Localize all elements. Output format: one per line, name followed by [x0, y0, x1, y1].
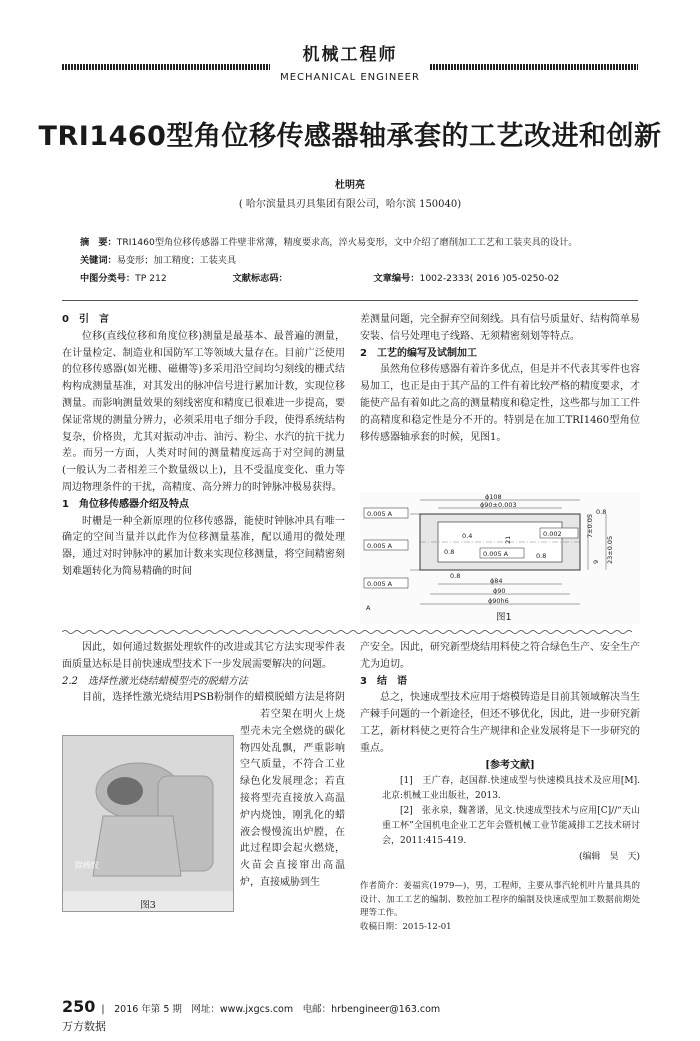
keywords-label: 关键词： [80, 255, 117, 266]
classification-line [80, 270, 640, 288]
left-column-lower [62, 640, 345, 690]
figure-3 [62, 735, 234, 912]
fig1-dim-d1: ϕ108 [485, 493, 502, 501]
received-date: 收稿日期：2015-12-01 [360, 921, 452, 932]
fig1-dim-v3: 21 [504, 535, 512, 544]
section-heading-1: 1 角位移传感器介绍及特点 [62, 498, 189, 510]
source-watermark: 万方数据 [62, 1020, 106, 1033]
reference-1: [1] 王广春，赵国群.快速成型与快速模具技术及应用[M].北京:机械工业出版社，2013. [382, 776, 640, 802]
fig1-tol-2: 0.005 A [367, 542, 393, 550]
fig1-rough-2: 0.8 [536, 552, 547, 560]
author-biography: 作者简介：姜福宾(1979—)，男，工程师，主要从事汽轮机叶片量具具的设计、加工工艺的编制、数控加工程序的编制及快速成型加工数据前期处理等工作。 [360, 881, 640, 919]
journal-name-cn: 机械工程师 [302, 45, 398, 65]
footer-info: 2016 年第 5 期 网址：www.jxgcs.com 电邮：hrbengineer@163.com [114, 1004, 441, 1015]
wave-divider [62, 630, 640, 634]
abstract-line [80, 234, 640, 252]
paper-author: 杜明亮 [335, 180, 365, 191]
paragraph-dewax-b: 若空架在明火上烧型壳未完全燃烧的碳化物四处乱飘，严重影响空气质量，不符合工业绿色化发展理念；若直接将型壳直接放入高温炉内烧蚀，刚乳化的蜡液会慢慢流出炉膛，在此过程即会起火燃烧，火苗会直接窜出高温炉，直接威胁到生 [240, 709, 345, 888]
figure-3-photo [63, 736, 233, 891]
figure-1-drawing [360, 492, 640, 624]
paragraph-process: 虽然角位移传感器有着许多优点，但是并不代表其零件也容易加工，也正是由于其产品的工件有着比较严格的精度要求，才能使产品有着如此之高的测量精度和稳定性，这些都与加工工件的高精度和稳定性是分不开的。特别是在加工TRI1460型角位移传感器轴承套的时候，见图1。 [360, 364, 640, 443]
journal-header [0, 40, 700, 84]
fig1-rough-3: 0.8 [450, 572, 461, 580]
section-heading-2: 2 工艺的编写及试制加工 [360, 347, 477, 359]
fig1-dim-04: 0.4 [462, 532, 473, 540]
paper-affiliation: ( 哈尔滨量具刃具集团有限公司，哈尔滨 150040) [238, 199, 462, 210]
author-note-divider [360, 872, 450, 876]
fig1-dim-d5: ϕ90 [493, 587, 506, 595]
article-number-label: 文章编号： [373, 273, 420, 284]
figure-1-caption: 图1 [496, 612, 512, 623]
figure-3-caption: 图3 [140, 900, 156, 911]
reference-2: [2] 张永泉，魏著谱，见文.快速成型技术与应用[C]//“天山重工杯”全国机电企业工艺年会暨机械工业节能减排工艺技术研讨会，2011:415-419. [382, 806, 640, 847]
paragraph-surface: 因此，如何通过数据处理软件的改进或其它方法实现零件表面质量达标是目前快速成型技术下一步发展需要解决的问题。 [62, 642, 345, 670]
journal-name-en: MECHANICAL ENGINEER [280, 72, 420, 83]
figure-3-label: 除棒纹 [75, 861, 99, 870]
left-column-upper [62, 312, 345, 581]
clc-label: 中图分类号： [80, 273, 136, 284]
editor-note: (编辑 昊 天) [578, 852, 640, 863]
header-bar-right [430, 64, 638, 70]
fig1-tol-1: 0.005 A [367, 510, 393, 518]
paper-title: TRI1460型角位移传感器轴承套的工艺改进和创新 [38, 121, 662, 152]
left-column-dewax [62, 690, 345, 707]
fig1-dim-v4: 9 [592, 559, 600, 564]
fig1-tol-extra: 0.005 A [483, 550, 509, 558]
paragraph-conclusion: 总之，快速成型技术应用于熔模铸造是目前其领域解决当生产棘手问题的一个新途径，但还不够优化，因此，进一步研究新工艺，新材料使之更符合生产规律和企业发展将是下一步研究的重点。 [360, 692, 640, 754]
abstract-text: TRI1460型角位移传感器工件壁非常薄，精度要求高，淬火易变形，文中介绍了磨削加工工艺和工装夹具的设计。 [116, 237, 578, 248]
references-heading: [参考文献] [485, 759, 535, 771]
abstract-block [80, 234, 640, 288]
doc-code-label: 文献标志码： [232, 273, 288, 284]
meta-divider [62, 300, 638, 301]
paragraph-timegrating: 时栅是一种全新原理的位移传感器，能使时钟脉冲具有唯一确定的空间当量并以此作为位移测量基准，配以通用的微处理器，通过对时钟脉冲的累加计数来实现位移测量，将空间精密刻划难题转化为简易精确的时间 [62, 515, 345, 577]
section-heading-2-2: 2.2 选择性激光烧结蜡模型壳的脱蜡方法 [62, 675, 248, 687]
page-number: 250 [62, 997, 96, 1016]
paragraph-dewax-a: 目前，选择性激光烧结用PSB粉制作的蜡模脱蜡方法是将阴 [82, 692, 345, 703]
fig1-dim-v2: 7±0.05 [586, 513, 594, 538]
section-heading-0: 0 引 言 [62, 314, 109, 325]
fig1-dim-d2: ϕ90±0.003 [480, 501, 517, 509]
fig1-rough-4: 0.8 [596, 508, 607, 516]
fig1-dim-v5: 23±0.05 [606, 535, 614, 564]
paragraph-continued: 差测量问题，完全摒弃空间刻线。具有信号质量好、结构简单易安装、信号处理电子线路、无须精密刻划等特点。 [360, 314, 640, 342]
fig1-tol-4: 0.005 A [367, 580, 393, 588]
paragraph-safety: 产安全。因此，研究新型烧结用料使之符合绿色生产、安全生产尤为迫切。 [360, 642, 640, 670]
fig1-tol-3: 0.002 [543, 530, 562, 538]
right-column-lower [360, 640, 640, 934]
keywords-line [80, 252, 640, 270]
section-heading-3: 3 结 语 [360, 675, 407, 687]
footer-separator: | [101, 1004, 115, 1015]
paragraph-intro: 位移(直线位移和角度位移)测量是最基本、最普遍的测量，在计量检定、制造业和国防军工等领域大量存在。目前广泛使用的位移传感器(如光栅、磁栅等)多采用沿空间均匀刻线的栅式结构构成测量基准，对其发出的脉冲信号进行累加计数，实现位移测量。而影响测量效果的刻线密度和精度已很难进一步提高，要保证常规的测量分辨力，必须采用电子细分手段，使得系统结构复杂，价格贵，尤其对振动冲击、油污、粉尘、水汽的抗干扰力差。而另一方面，人类对时间的测量精度远高于对空间的测量(一般认为二者相差三个数量级以上)，且不受温度变化、重力等周边物理条件的干扰，高精度、高分辨力的时钟脉冲极易获得。 [62, 330, 345, 493]
fig1-dim-d6: ϕ90h6 [488, 597, 509, 605]
fig1-datum: A [366, 604, 371, 612]
header-bar-left [62, 64, 270, 70]
abstract-label: 摘 要： [80, 237, 117, 248]
fig1-rough-1: 0.8 [444, 548, 455, 556]
keywords-text: 易变形；加工精度；工装夹具 [116, 255, 237, 266]
left-column-dewax-side [240, 707, 345, 892]
page-footer [62, 997, 440, 1016]
figure-1 [360, 492, 640, 624]
right-column-upper [360, 312, 640, 446]
clc-value: TP 212 [135, 273, 167, 284]
fig1-dim-d4: ϕ84 [490, 577, 503, 585]
article-number-value: 1002-2333( 2016 )05-0250-02 [419, 273, 560, 284]
